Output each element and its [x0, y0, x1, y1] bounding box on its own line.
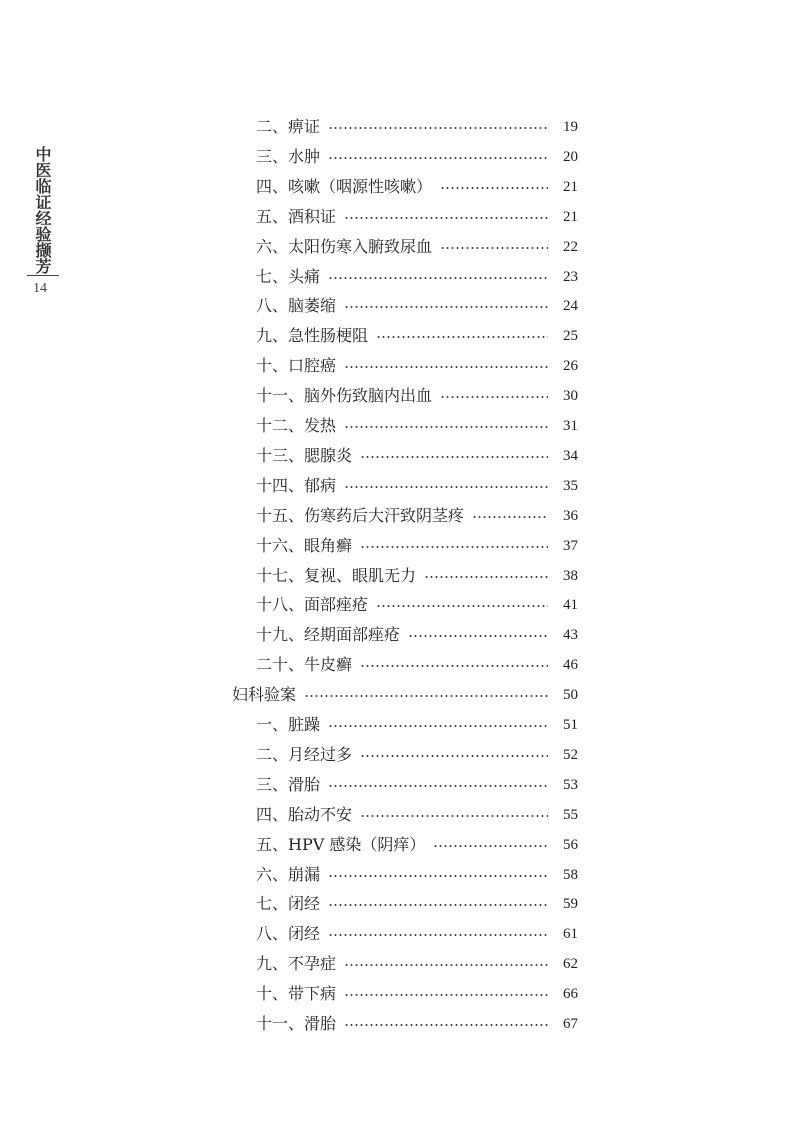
toc-dot-leader: [344, 306, 548, 308]
toc-dot-leader: [328, 785, 548, 787]
toc-dot-leader: [344, 994, 548, 996]
toc-dot-leader: [344, 366, 548, 368]
toc-entry[interactable]: [256, 172, 578, 202]
toc-entry[interactable]: [256, 411, 578, 441]
toc-entry[interactable]: [256, 262, 578, 292]
toc-entry-title: 九、急性肠梗阻: [256, 326, 369, 346]
toc-entry[interactable]: [256, 590, 578, 620]
toc-entry[interactable]: [256, 232, 578, 262]
toc-entry[interactable]: [256, 800, 578, 830]
toc-entry[interactable]: [256, 531, 578, 561]
toc-entry-page: 46: [563, 657, 578, 674]
toc-entry-page: 38: [563, 567, 578, 584]
toc-entry-title: 妇科验案: [232, 685, 297, 705]
toc-entry[interactable]: [256, 112, 578, 142]
toc-entry[interactable]: [256, 1009, 578, 1039]
toc-entry-title: 十三、腮腺炎: [256, 445, 353, 465]
toc-entry-page: 43: [563, 627, 578, 644]
toc-entry-title: 十七、复视、眼肌无力: [256, 565, 417, 585]
toc-dot-leader: [344, 426, 548, 428]
toc-entry-title: 十一、滑胎: [256, 1014, 337, 1033]
toc-entry-title: 六、太阳伤寒入腑致尿血: [256, 236, 433, 256]
toc-entry-title: 六、崩漏: [256, 864, 321, 884]
toc-entry[interactable]: [256, 830, 578, 860]
toc-entry-title: 一、脏躁: [256, 715, 321, 734]
toc-dot-leader: [376, 605, 548, 607]
toc-entry-title: 十、带下病: [256, 984, 337, 1004]
toc-entry[interactable]: [256, 142, 578, 172]
toc-entry[interactable]: [256, 770, 578, 800]
toc-entry[interactable]: [256, 321, 578, 351]
toc-entry-page: 62: [563, 956, 578, 973]
toc-section-heading[interactable]: [232, 680, 578, 710]
toc-entry-page: 35: [563, 477, 578, 494]
toc-entry-page: 61: [563, 926, 578, 943]
toc-entry[interactable]: [256, 202, 578, 232]
page-number: 14: [33, 281, 47, 296]
toc-entry[interactable]: [256, 620, 578, 650]
toc-entry[interactable]: [256, 710, 578, 740]
toc-entry-page: 23: [563, 268, 578, 285]
toc-dot-leader: [440, 396, 548, 398]
toc-dot-leader: [440, 247, 548, 249]
toc-entry-title: 十九、经期面部痤疮: [256, 625, 401, 645]
toc-entry-page: 21: [563, 178, 578, 195]
toc-entry-title: 二、痹证: [256, 117, 321, 136]
toc-dot-leader: [344, 486, 548, 488]
toc-dot-leader: [360, 755, 548, 757]
toc-entry[interactable]: [256, 919, 578, 949]
toc-entry-page: 26: [563, 358, 578, 375]
toc-entry[interactable]: [256, 860, 578, 890]
toc-entry-page: 24: [563, 298, 578, 315]
toc-entry-title: 十、口腔癌: [256, 356, 337, 376]
toc-dot-leader: [328, 934, 548, 936]
toc-dot-leader: [328, 875, 548, 877]
toc-entry-title: 十六、眼角癣: [256, 535, 353, 555]
toc-entry[interactable]: [256, 351, 578, 381]
toc-entry-title: 四、咳嗽（咽源性咳嗽）: [256, 176, 433, 196]
toc-entry-title: 八、脑萎缩: [256, 296, 337, 316]
toc-entry-page: 20: [563, 148, 578, 165]
toc-entry-title: 四、胎动不安: [256, 804, 353, 824]
toc-entry-title: 七、头痛: [256, 266, 321, 286]
toc-entry[interactable]: [256, 561, 578, 591]
toc-entry[interactable]: [256, 441, 578, 471]
toc-entry-page: 59: [563, 896, 578, 913]
toc-entry-page: 36: [563, 507, 578, 524]
toc-entry[interactable]: [256, 501, 578, 531]
toc-entry-title: 十八、面部痤疮: [256, 595, 369, 615]
toc-dot-leader: [344, 964, 548, 966]
toc-entry-page: 66: [563, 986, 578, 1003]
toc-entry-title: 七、闭经: [256, 894, 321, 914]
toc-dot-leader: [360, 546, 548, 548]
toc-dot-leader: [304, 695, 548, 697]
toc-dot-leader: [408, 635, 548, 637]
toc-dot-leader: [360, 815, 548, 817]
toc-dot-leader: [344, 217, 548, 219]
toc-entry-page: 25: [563, 328, 578, 345]
toc-dot-leader: [328, 127, 548, 129]
toc-entry-title: 十二、发热: [256, 416, 337, 435]
toc-entry-page: 50: [563, 687, 578, 704]
toc-entry-page: 22: [563, 238, 578, 255]
toc-dot-leader: [360, 665, 548, 667]
side-divider: [27, 275, 59, 276]
toc-dot-leader: [328, 904, 548, 906]
toc-dot-leader: [360, 456, 548, 458]
toc-entry-page: 37: [563, 537, 578, 554]
toc-entry-page: 34: [563, 447, 578, 464]
toc-entry-page: 31: [563, 418, 578, 434]
toc-entry[interactable]: [256, 949, 578, 979]
toc-dot-leader: [424, 576, 548, 578]
toc-entry[interactable]: [256, 471, 578, 501]
toc-entry-page: 51: [563, 717, 578, 733]
toc-dot-leader: [472, 516, 548, 518]
toc-entry-title: 十五、伤寒药后大汗致阴茎疼: [256, 505, 465, 525]
toc-dot-leader: [328, 725, 548, 727]
toc-entry-page: 58: [563, 866, 578, 883]
toc-entry[interactable]: [256, 979, 578, 1009]
toc-entry-title: 三、水肿: [256, 146, 321, 166]
toc-entry-title: 八、闭经: [256, 924, 321, 944]
toc-entry-title: 二、月经过多: [256, 744, 353, 764]
toc-entry-page: 53: [563, 776, 578, 793]
toc-entry-page: 41: [563, 597, 578, 614]
book-title: 中医临证经验撷芳: [33, 146, 52, 274]
toc-dot-leader: [328, 157, 548, 159]
toc-entry[interactable]: [256, 889, 578, 919]
toc-entry-page: 21: [563, 208, 578, 225]
toc-entry[interactable]: [256, 650, 578, 680]
toc-entry[interactable]: [256, 381, 578, 411]
toc-entry-page: 19: [563, 119, 578, 135]
toc-dot-leader: [376, 336, 548, 338]
toc-entry[interactable]: [256, 740, 578, 770]
toc-entry-title: 十一、脑外伤致脑内出血: [256, 386, 433, 406]
toc-entry-page: 52: [563, 746, 578, 763]
toc-entry-page: 67: [563, 1016, 578, 1032]
toc-entry-title: 五、酒积证: [256, 206, 337, 226]
toc-entry-page: 55: [563, 806, 578, 823]
toc-entry-page: 56: [563, 836, 578, 853]
toc-entry-title: 五、HPV 感染（阴痒）: [256, 834, 426, 854]
toc-entry-title: 十四、郁病: [256, 475, 337, 495]
toc-entry-page: 30: [563, 388, 578, 405]
toc-entry-title: 三、滑胎: [256, 774, 321, 794]
toc-dot-leader: [328, 277, 548, 279]
toc-entry[interactable]: [256, 291, 578, 321]
toc-dot-leader: [440, 187, 548, 189]
toc-entry-title: 二十、牛皮癣: [256, 655, 353, 675]
toc-entry-title: 九、不孕症: [256, 954, 337, 974]
toc-dot-leader: [433, 845, 548, 847]
toc-dot-leader: [344, 1024, 548, 1026]
